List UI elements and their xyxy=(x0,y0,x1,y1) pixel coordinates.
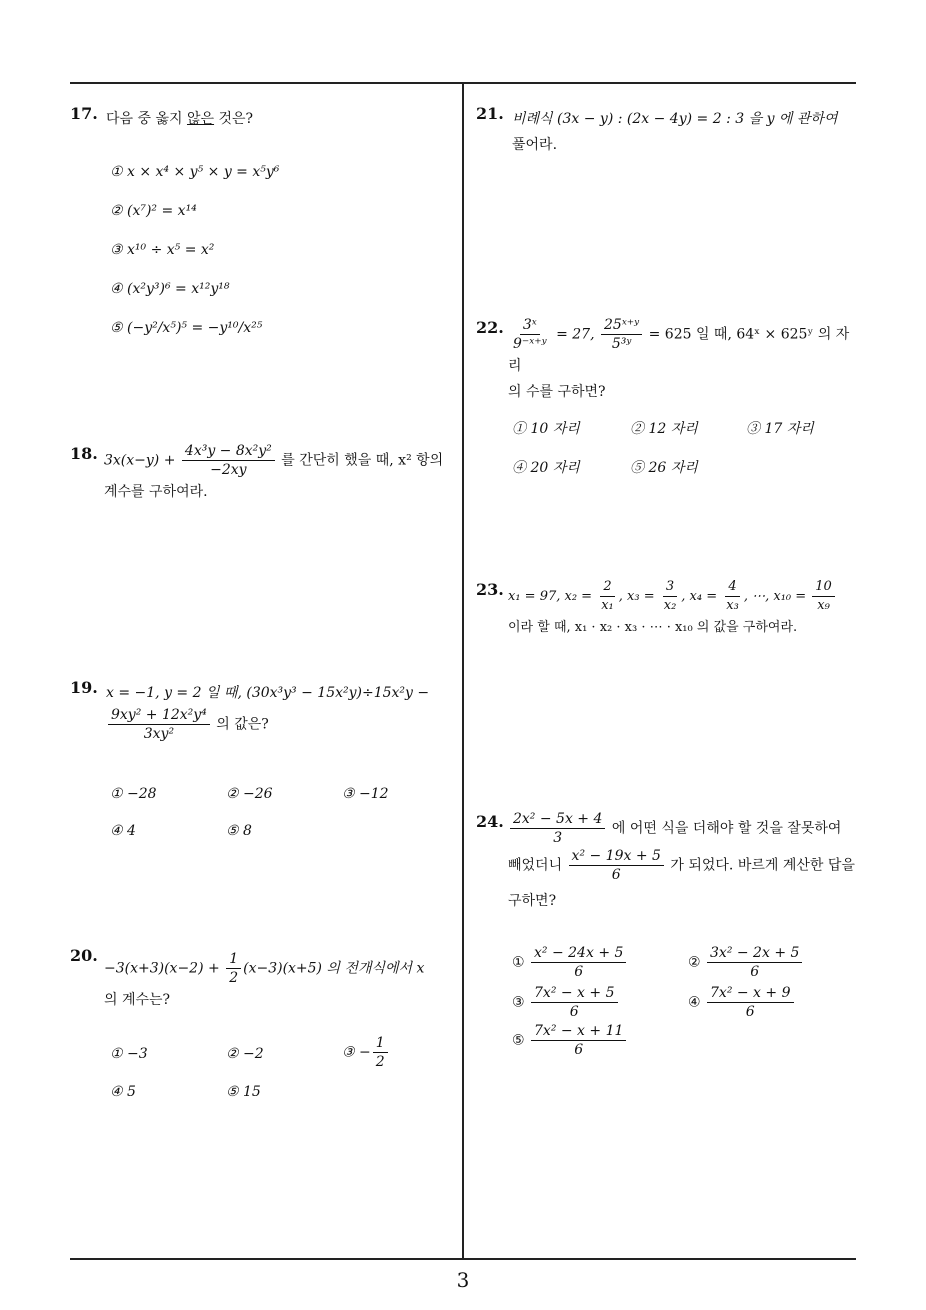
fraction: $\frac{\text{25ˣ⁺ʸ}}{\text{5³ʸ}}$ xyxy=(601,316,642,353)
question-number: 20. xyxy=(70,946,98,965)
option-4[interactable]: ④ $\frac{\text{7x² − x + 9}}{6}$ xyxy=(688,984,796,1021)
question-number: 23. xyxy=(476,580,504,599)
question-stem: $\frac{\text{2x² − 5x + 4}}{3}$ 에 어떤 식을 더해야 할 것을 잘못하여 빼었더니 $\frac{\text{x² − 19x + 5}}{6}$ 가 되었다. 바르게 계산한 답을 구하면? xyxy=(508,811,855,909)
fraction: $\frac{\text{9xy² + 12x²y⁴}}{\text{3xy²}}$ xyxy=(108,706,210,743)
option-1[interactable]: ① 10 자리 xyxy=(512,421,580,437)
question-17 xyxy=(70,104,456,364)
option-4[interactable]: ④ 5 xyxy=(110,1084,136,1100)
option-3[interactable]: ③ $\frac{\text{7x² − x + 5}}{6}$ xyxy=(512,984,620,1021)
fraction: $\frac{4}{\text{x₃}}$ xyxy=(726,579,739,613)
fraction-half: $\frac{1}{2}$ xyxy=(226,950,241,987)
question-number: 17. xyxy=(70,104,98,123)
option-2[interactable]: ② 12 자리 xyxy=(630,421,698,437)
question-24 xyxy=(476,812,858,1072)
option-1[interactable]: ① x × x⁴ × y⁵ × y = x⁵y⁶ xyxy=(110,164,280,180)
fraction: $\frac{\text{x² − 24x + 5}}{6}$ xyxy=(531,944,626,981)
fraction: $\frac{2}{\text{x₁}}$ xyxy=(601,579,614,613)
fraction: $\frac{\text{7x² − x + 11}}{6}$ xyxy=(531,1022,626,1059)
option-1[interactable]: ① −3 xyxy=(110,1046,148,1062)
question-number: 22. xyxy=(476,318,504,337)
question-stem: 비례식 (3x − y) : (2x − 4y) = 2 : 3 을 y 에 관하여 풀어라. xyxy=(512,111,838,153)
question-number: 21. xyxy=(476,104,504,123)
underlined-word: 않은 xyxy=(186,111,215,127)
question-22 xyxy=(476,318,858,488)
question-20 xyxy=(70,946,456,1116)
option-4[interactable]: ④ (x²y³)⁶ = x¹²y¹⁸ xyxy=(110,281,230,297)
fraction: $\frac{3}{\text{x₂}}$ xyxy=(663,579,677,613)
fraction: $\frac{\text{x² − 19x + 5}}{6}$ xyxy=(569,847,664,884)
fraction: $\frac{10}{\text{x₉}}$ xyxy=(812,578,835,615)
option-3[interactable]: ③ x¹⁰ ÷ x⁵ = x² xyxy=(110,242,215,258)
option-1[interactable]: ① −28 xyxy=(110,786,157,802)
option-5[interactable]: ⑤ 15 xyxy=(226,1084,261,1100)
page-number: 3 xyxy=(456,1268,470,1292)
question-21 xyxy=(476,104,858,164)
option-1[interactable]: ① $\frac{\text{x² − 24x + 5}}{6}$ xyxy=(512,944,628,981)
option-3[interactable]: ③ −12 xyxy=(342,786,389,802)
bottom-rule xyxy=(70,1258,856,1260)
question-18 xyxy=(70,444,456,524)
option-3[interactable]: ③ − $\frac{1}{2}$ xyxy=(342,1034,390,1071)
column-divider xyxy=(462,82,464,1260)
question-number: 24. xyxy=(476,812,504,831)
option-5[interactable]: ⑤ 8 xyxy=(226,823,252,839)
fraction: $\frac{\text{7x² − x + 9}}{6}$ xyxy=(707,984,793,1021)
question-stem: 다음 중 옳지 않은 것은? xyxy=(106,111,254,127)
question-stem: $\frac{\text{3ˣ}}{\text{9⁻ˣ⁺ʸ}}$ = 27, $\frac{\text{25ˣ⁺ʸ}}{\text{5³ʸ}}$ = 625 일 때, 64ˣ × 625ʸ 의 자리 의 수를 구하면? xyxy=(508,317,850,400)
fraction: $\frac{\text{3x² − 2x + 5}}{6}$ xyxy=(707,944,802,981)
question-number: 18. xyxy=(70,444,98,463)
fraction: $\frac{\text{7x² − x + 5}}{6}$ xyxy=(531,984,617,1021)
option-2[interactable]: ② (x⁷)² = x¹⁴ xyxy=(110,203,197,219)
fraction: $\frac{1}{2}$ xyxy=(373,1034,388,1071)
question-stem: −3(x+3)(x−2) + $\frac{1}{2}$ (x−3)(x+5) 의 전개식에서 x 의 계수는? xyxy=(104,951,425,1008)
question-stem: x = −1, y = 2 일 때, (30x³y³ − 15x²y)÷15x²y − $\frac{\text{9xy² + 12x²y⁴}}{\text{3xy²}}$ 의 값은? xyxy=(106,685,430,742)
question-stem: x₁ = 97, x₂ = $\frac{2}{\text{x₁}}$ , x₃ = $\frac{3}{\text{x₂}}$ , x₄ = $\frac{4}{\text{x₃}}$ , ⋯, x₁₀ = $\frac{10}{\text{x₉}}$ 이라 할 때, x₁ · x₂ · x₃ · ⋯ · x₁₀ 의 값을 구하여라. xyxy=(508,578,858,641)
option-5[interactable]: ⑤ $\frac{\text{7x² − x + 11}}{6}$ xyxy=(512,1022,628,1059)
option-2[interactable]: ② −26 xyxy=(226,786,273,802)
option-5[interactable]: ⑤ (−y²/x⁵)⁵ = −y¹⁰/x²⁵ xyxy=(110,320,263,336)
option-5[interactable]: ⑤ 26 자리 xyxy=(630,460,698,476)
question-23 xyxy=(476,580,858,660)
fraction: $\frac{\text{4x³y − 8x²y²}}{-2xy}$ xyxy=(182,442,275,479)
fraction: $\frac{\text{2x² − 5x + 4}}{3}$ xyxy=(510,810,605,847)
option-4[interactable]: ④ 4 xyxy=(110,823,136,839)
option-3[interactable]: ③ 17 자리 xyxy=(746,421,814,437)
option-2[interactable]: ② $\frac{\text{3x² − 2x + 5}}{6}$ xyxy=(688,944,804,981)
fraction: $\frac{\text{3ˣ}}{\text{9⁻ˣ⁺ʸ}}$ xyxy=(513,317,547,352)
option-4[interactable]: ④ 20 자리 xyxy=(512,460,580,476)
option-2[interactable]: ② −2 xyxy=(226,1046,264,1062)
question-19 xyxy=(70,678,456,848)
question-stem: 3x(x−y) + $\frac{\text{4x³y − 8x²y²}}{-2xy}$ 를 간단히 했을 때, x² 항의 계수를 구하여라. xyxy=(104,443,444,500)
question-number: 19. xyxy=(70,678,98,697)
